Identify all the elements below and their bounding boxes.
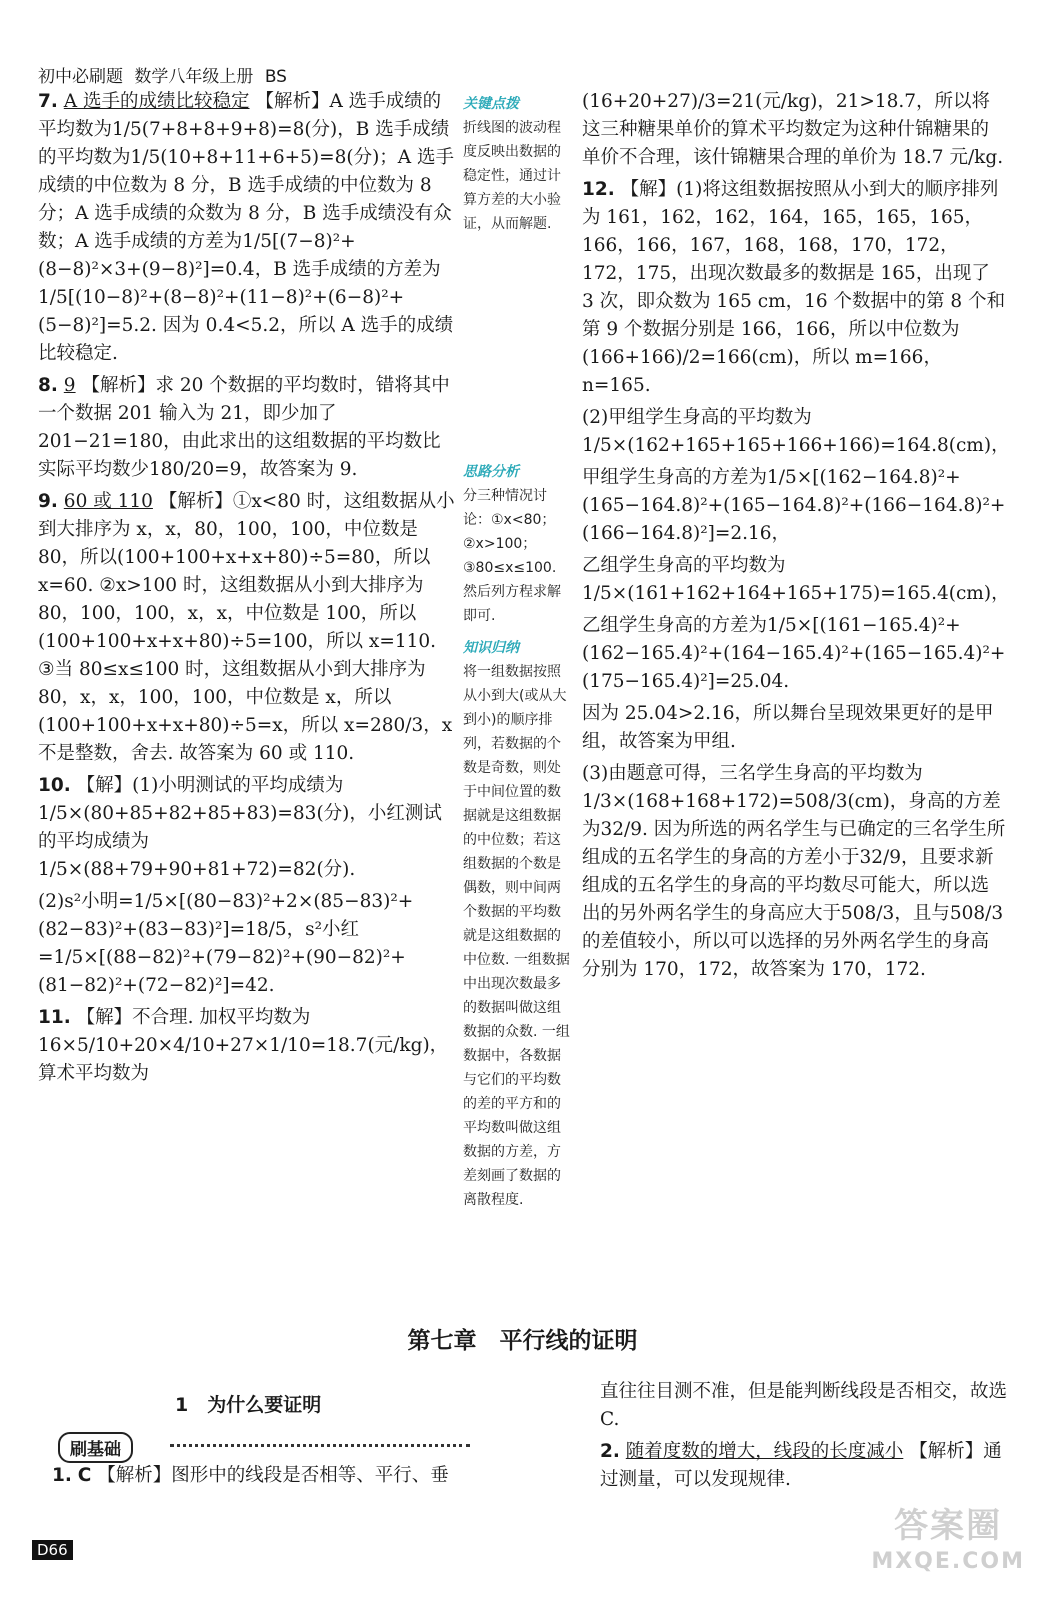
b2-explanation: 【解析】通过测量，可以发现规律. — [600, 1441, 1002, 1490]
side-tag-key-points: 关键点拨 — [463, 96, 519, 112]
q7-number: 7. — [38, 91, 58, 112]
q8-explanation: 【解析】求 20 个数据的平均数时，错将其中一个数据 201 输入为 21，即少加了 201−21=180，由此求出的这组数据的平均数比实际平均数少180/20=9，故答案为 9. — [38, 375, 450, 480]
book-edition: BS — [264, 67, 287, 87]
side-note-key-points — [463, 92, 573, 236]
page-number: D66 — [32, 1540, 73, 1560]
question-9 — [38, 488, 458, 768]
b2-number: 2. — [600, 1441, 620, 1462]
question-8 — [38, 372, 458, 484]
book-series: 初中必刷题 — [38, 67, 123, 87]
q8-number: 8. — [38, 375, 58, 396]
q9-answer: 60 或 110 — [63, 491, 153, 512]
q12-part4: 乙组学生身高的平均数为1/5×(161+162+164+165+175)=165.4(cm)， — [582, 555, 1010, 604]
basic-practice-badge: 刷基础 — [58, 1432, 133, 1463]
side-note-1-text: 折线图的波动程度反映出数据的稳定性，通过计算方差的大小验证，从而解题. — [463, 120, 561, 232]
watermark-line-1: 答案圈 — [894, 1506, 1003, 1546]
q8-answer: 9 — [63, 375, 76, 396]
question-10 — [38, 772, 458, 884]
q10-part1: 【解】(1)小明测试的平均成绩为1/5×(80+85+82+85+83)=83(分)，小红测试的平均成绩为1/5×(88+79+90+81+72)=82(分). — [38, 775, 442, 880]
q11-number: 11. — [38, 1007, 71, 1028]
side-note-2-text: 分三种情况讨论：①x<80；②x>100；③80≤x≤100. 然后列方程求解即可. — [463, 488, 561, 624]
b2-answer: 随着度数的增大，线段的长度减小 — [625, 1441, 904, 1462]
b1-number: 1. — [52, 1465, 72, 1486]
bottom-left — [52, 1462, 472, 1494]
side-tag-knowledge: 知识归纳 — [463, 640, 519, 656]
right-column — [582, 88, 1010, 988]
question-11 — [38, 1004, 458, 1088]
page-header — [38, 62, 293, 87]
bottom-question-1 — [52, 1462, 472, 1490]
question-12 — [582, 176, 1007, 400]
b1-answer: C — [77, 1465, 92, 1486]
side-tag-analysis: 思路分析 — [463, 464, 519, 480]
section-title: 1 为什么要证明 — [175, 1394, 322, 1416]
bottom-question-2 — [600, 1438, 1010, 1494]
side-note-knowledge — [463, 636, 573, 1212]
b1-continuation: 直往往目测不准，但是能判断线段是否相交，故选 C. — [600, 1381, 1008, 1430]
chapter-title: 第七章 平行线的证明 — [407, 1328, 638, 1354]
book-subject: 数学八年级上册 — [134, 67, 254, 87]
bottom-right — [600, 1378, 1010, 1498]
question-7 — [38, 88, 458, 368]
q12-part7: (3)由题意可得，三名学生身高的平均数为1/3×(168+168+172)=508/3(cm)，身高的方差为32/9. 因为所选的两名学生与已确定的三名学生所组成的五名学生的身高的方差小于32/9，且要求新组成的五名学生的身高的平均数尽可能大，所以选出的另外两名学生的身高应大于508/3，且与508/3的差值较小，所以可以选择的另外两名学生的身高分别为 170，172，故答案为 170，172. — [582, 763, 1006, 980]
side-note-analysis — [463, 460, 573, 628]
q12-part5: 乙组学生身高的方差为1/5×[(161−165.4)²+(162−165.4)²+(164−165.4)²+(165−165.4)²+(175−165.4)²]=25.04. — [582, 615, 1006, 692]
watermark-line-2: MXQE.COM — [871, 1549, 1025, 1574]
watermark-logo — [871, 1508, 1025, 1580]
q12-part6: 因为 25.04>2.16，所以舞台呈现效果更好的是甲组，故答案为甲组. — [582, 703, 994, 752]
q11-explanation: 【解】不合理. 加权平均数为 16×5/10+20×4/10+27×1/10=18.7(元/kg)，算术平均数为 — [38, 1007, 449, 1084]
q12-part3: 甲组学生身高的方差为1/5×[(162−164.8)²+(165−164.8)²+(165−164.8)²+(166−164.8)²+(166−164.8)²]=2.16， — [582, 467, 1006, 544]
q7-answer: A 选手的成绩比较稳定 — [63, 91, 250, 112]
question-10-part2: (2)s²小明=1/5×[(80−83)²+2×(85−83)²+(82−83)²+(83−83)²]=18/5，s²小红=1/5×[(88−82)²+(79−82)²+(90−82)²+(81−82)²+(72−82)²]=42. — [38, 891, 414, 996]
q10-number: 10. — [38, 775, 71, 796]
dotted-divider — [170, 1444, 470, 1447]
b1-explanation: 【解析】图形中的线段是否相等、平行、垂 — [97, 1465, 449, 1486]
q7-explanation: 【解析】A 选手成绩的平均数为1/5(7+8+8+9+8)=8(分)，B 选手成绩的平均数为1/5(10+8+11+6+5)=8(分)；A 选手成绩的中位数为 8 分，B 选手成绩的中位数为 8 分；A 选手成绩的众数为 8 分，B 选手成绩没有众数；A 选手成绩的方差为1/5[(7−8)²+(8−8)²×3+(9−8)²]=0.4，B 选手成绩的方差为1/5[(10−8)²+(8−8)²+(11−8)²+(6−8)²+(5−8)²]=5.2. 因为 0.4<5.2，所以 A 选手的成绩比较稳定. — [38, 91, 455, 364]
q9-number: 9. — [38, 491, 58, 512]
side-note-3-text: 将一组数据按照从小到大(或从大到小)的顺序排列，若数据的个数是奇数，则处于中间位置的数据就是这组数据的中位数；若这组数据的个数是偶数，则中间两个数据的平均数就是这组数据的中位数. 一组数据中出现次数最多的数据叫做这组数据的众数. 一组数据中，各数据与它们的平均数的差的平方和的平均数叫做这组数据的方差，方差刻画了数据的离散程度. — [463, 664, 570, 1208]
q12-number: 12. — [582, 179, 615, 200]
q9-explanation: 【解析】①x<80 时，这组数据从小到大排序为 x，x，80，100，100，中位数是 80，所以(100+100+x+x+80)÷5=80，所以 x=60. ②x>100 时，这组数据从小到大排序为 80，100，100，x，x，中位数是 100，所以(100+100+x+x+80)÷5=100，所以 x=110. ③当 80≤x≤100 时，这组数据从小到大排序为 80，x，x，100，100，中位数是 x，所以(100+100+x+x+80)÷5=x，所以 x=280/3，x 不是整数，舍去. 故答案为 60 或 110. — [38, 491, 455, 764]
left-column — [38, 88, 458, 1092]
q11-continuation: (16+20+27)/3=21(元/kg)，21>18.7，所以将这三种糖果单价的算术平均数定为这种什锦糖果的单价不合理，该什锦糖果合理的单价为 18.7 元/kg. — [582, 91, 1004, 168]
q12-part2: (2)甲组学生身高的平均数为1/5×(162+165+165+166+166)=164.8(cm)， — [582, 407, 1010, 456]
q12-part1: 【解】(1)将这组数据按照从小到大的顺序排列为 161，162，162，164，165，165，165，166，166，167，168，168，170，172，172，175，出现次数最多的数据是 165，出现了 3 次，即众数为 165 cm，16 个数据中的第 8 个和第 9 个数据分别是 166，166，所以中位数为(166+166)/2=166(cm)，所以 m=166，n=165. — [582, 179, 1006, 396]
